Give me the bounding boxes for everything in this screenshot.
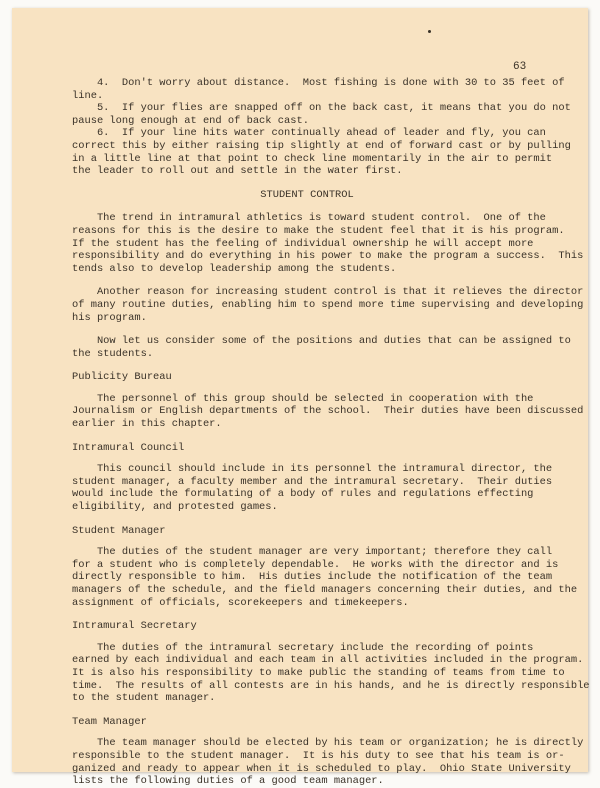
paragraph-line: assignment of officials, scorekeepers and timekeepers. [72, 596, 409, 609]
paragraph-line: for a student who is completely dependable. He works with the director and is [72, 558, 559, 571]
paragraph-line: earned by each individual and each team in all activities included in the program. [72, 654, 584, 667]
subsection-heading-publicity-bureau: Publicity Bureau [72, 371, 172, 384]
paragraph-line: earlier in this chapter. [72, 418, 222, 431]
paragraph-line: managers of the schedule, and the field managers concerning their duties, and the [72, 584, 578, 596]
paragraph-line: The duties of the intramural secretary include the recording of points [72, 641, 534, 654]
paragraph-line: The trend in intramural athletics is toward student control. One of the [72, 212, 546, 225]
paragraph-line: responsible to the student manager. It is his duty to see that his team is or- [72, 749, 565, 762]
subsection-heading-intramural-secretary: Intramural Secretary [72, 620, 197, 633]
paragraph-line: to the student manager. [72, 692, 216, 705]
paragraph-line: would include the formulating of a body of rules and regulations effecting [72, 488, 534, 501]
paragraph-line: lists the following duties of a good team manager. [72, 775, 384, 788]
paragraph-line: Journalism or English departments of the school. Their duties have been discussed [72, 405, 584, 418]
ink-speck [428, 30, 431, 33]
paragraph-line: eligibility, and protested games. [72, 501, 278, 514]
subsection-heading-team-manager: Team Manager [72, 715, 147, 728]
list-item-6-line-4: the leader to roll out and settle in the water first. [72, 165, 403, 178]
paragraph-line: of many routine duties, enabling him to spend more time supervising and developing [72, 298, 584, 311]
paragraph-line: time. The results of all contests are in his hands, and he is directly responsible [72, 679, 590, 692]
paragraph-line: directly responsible to him. His duties include the notification of the team [72, 571, 553, 584]
list-item-5-line-2: pause long enough at end of back cast. [72, 114, 309, 127]
paragraph-line: It is also his responsibility to make public the standing of teams from time to [72, 666, 565, 679]
list-item-5-line-1: 5. If your flies are snapped off on the back cast, it means that you do not [72, 102, 571, 115]
subsection-heading-intramural-council: Intramural Council [72, 441, 185, 454]
paragraph-line: Another reason for increasing student control is that it relieves the director [72, 286, 584, 299]
list-item-4-line-2: line. [72, 89, 104, 102]
paragraph-line: the students. [72, 347, 154, 360]
page-number: 63 [513, 61, 527, 73]
list-item-6-line-3: in a little line at that point to check line momentarily in the air to permit [72, 152, 553, 165]
paragraph-line: responsibility and do everything in his power to make the program a success. This [72, 250, 584, 263]
paragraph-line: The duties of the student manager are very important; therefore they call [72, 546, 553, 559]
paragraph-line: The team manager should be elected by his team or organization; he is directly [72, 737, 584, 750]
paragraph-line: student manager, a faculty member and the intramural secretary. Their duties [72, 475, 553, 488]
paragraph-line: reasons for this is the desire to make the student feel that it is his program. [72, 224, 565, 237]
paragraph-line: The personnel of this group should be selected in cooperation with the [72, 392, 534, 405]
list-item-4-line-1: 4. Don't worry about distance. Most fishing is done with 30 to 35 feet of [72, 77, 565, 89]
paragraph-line: Now let us consider some of the positions and duties that can be assigned to [72, 335, 571, 348]
subsection-heading-student-manager: Student Manager [72, 524, 166, 537]
typed-text-body [72, 77, 590, 788]
section-title: STUDENT CONTROL [260, 188, 354, 201]
paragraph-line: his program. [72, 311, 147, 324]
paragraph-line: ganized and ready to appear when it is scheduled to play. Ohio State University [72, 762, 571, 775]
paragraph-line: tends also to develop leadership among the students. [72, 262, 397, 275]
paragraph-line: If the student has the feeling of individual ownership he will accept more [72, 237, 534, 250]
list-item-6-line-1: 6. If your line hits water continually ahead of leader and fly, you can [72, 127, 546, 140]
paragraph-line: This council should include in its personnel the intramural director, the [72, 463, 553, 476]
list-item-6-line-2: correct this by either raising tip slightly at end of forward cast or by pulling [72, 139, 571, 152]
